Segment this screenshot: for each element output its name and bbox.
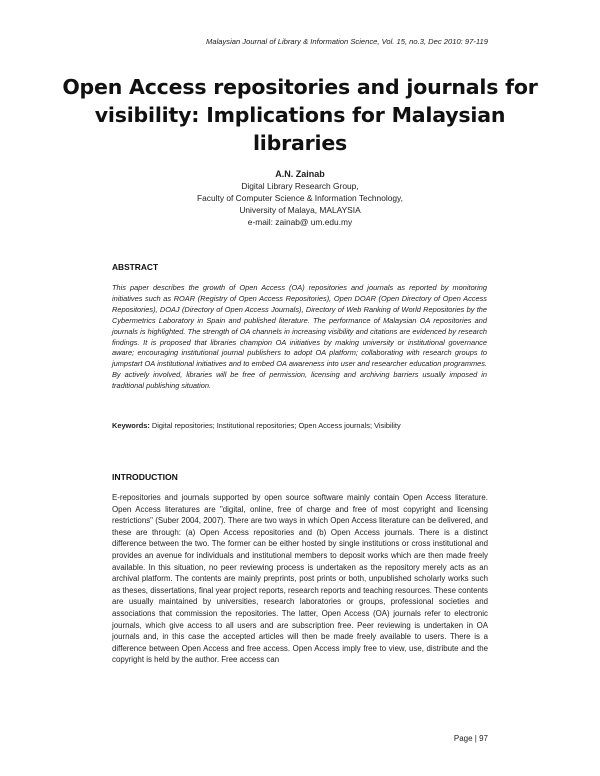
- abstract-text: This paper describes the growth of Open Access (OA) repositories and journals as reported by monitoring initiatives such as ROAR (Registry of Open Access Repositories), Open DOAR (Open Directory of Open Access Repositories), DOAJ (Directory of Open Access Journals), Directory of Web Ranking of World Repositories by the Cybermetrics Laboratory in Spain and published literature. The performance of Malaysian OA repositories and journals is highlighted. The strength of OA channels in increasing visibility and citations are evidenced by research findings. It is proposed that libraries champion OA initiatives by making university or institutional governance aware; encouraging institutional journal publishers to adopt OA platform; collaborating with research groups to jumpstart OA institutional initiatives and to embed OA awareness into user and researcher education programmes. By actively involved, libraries will be free of permission, licensing and archiving barriers usually imposed in traditional publishing situation.: [112, 283, 487, 391]
- page-number: Page | 97: [453, 734, 488, 743]
- keywords-text: Digital repositories; Institutional repositories; Open Access journals; Visibility: [149, 421, 401, 430]
- author-affiliation-group: Digital Library Research Group,: [241, 181, 359, 191]
- journal-header: Malaysian Journal of Library & Information Science, Vol. 15, no.3, Dec 2010: 97-119: [206, 37, 488, 46]
- abstract-heading: ABSTRACT: [112, 262, 159, 272]
- introduction-heading: INTRODUCTION: [112, 472, 178, 482]
- author-affiliation-university: University of Malaya, MALAYSIA: [239, 205, 361, 215]
- paper-title: Open Access repositories and journals for visibility: Implications for Malaysian libraries: [62, 75, 538, 155]
- author-affiliation-faculty: Faculty of Computer Science & Information Technology,: [197, 193, 403, 203]
- keywords-label: Keywords:: [112, 421, 150, 430]
- introduction-text: E-repositories and journals supported by open source software mainly contain Open Access literature. Open Access literatures are "digital, online, free of charge and free of most copyright and licensing restrictions" (Suber 2004, 2007). There are two ways in which Open Access literature can be delivered, and these are through: (a) Open Access repositories and (b) Open Access journals. There is a distinct difference between the two. The former can be either hosted by single institutions or cross institutional and provides an avenue for individuals and institutional members to deposit works which are then made freely available. In this situation, no peer reviewing process is undertaken as the repository merely acts as an archival platform. The contents are mainly preprints, post prints or both, unpublished scholarly works such as theses, dissertations, final year project reports, research reports and teaching resources. These contents are usually maintained by universities, research laboratories or groups, professional societies and associations that commission the repositories. The latter, Open Access (OA) journals refer to electronic journals, which give access to all users and are subscription free. Peer reviewing is undertaken in OA journals and, in this case the accepted articles will then be made freely available to users. There is a difference between Open Access and free access. Open Access imply free to view, use, distribute and the copyright is held by the author. Free access can: [112, 493, 488, 665]
- keywords: [112, 421, 488, 430]
- author-block: [100, 168, 500, 228]
- author-name: A.N. Zainab: [275, 169, 325, 179]
- author-email: e-mail: zainab@ um.edu.my: [247, 217, 353, 227]
